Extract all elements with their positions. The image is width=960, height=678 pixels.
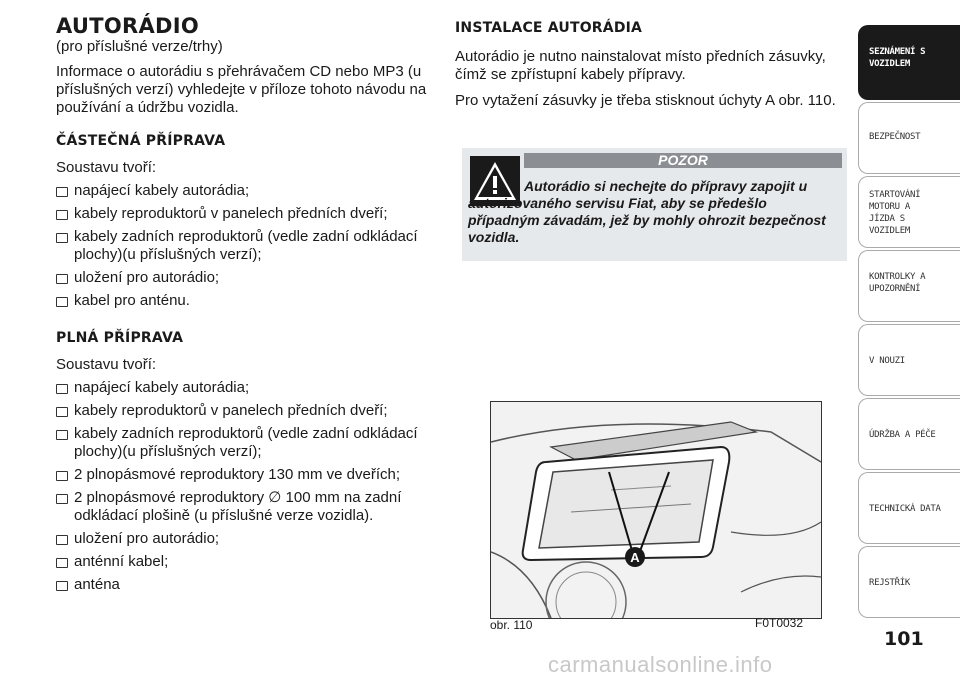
warning-box — [462, 148, 847, 261]
install-paragraph-2: Pro vytažení zásuvky je třeba stisknout úchyty A obr. 110. — [455, 92, 836, 109]
left-column — [56, 14, 441, 599]
list-item: kabely zadních reproduktorů (vedle zadní odkládací plochy)(u příslušných verzí); — [56, 228, 441, 264]
warning-text: Autorádio si nechejte do přípravy zapojit u autorizovaného servisu Fiat, aby se předešlo případným závadám, jež by mohly ohrozit bezpečnost vozidla. — [468, 178, 826, 245]
tab-v-nouzi[interactable]: V NOUZI — [858, 324, 960, 396]
figure-code: F0T0032 — [755, 616, 804, 630]
list-item: kabely zadních reproduktorů (vedle zadní odkládací plochy)(u příslušných verzí); — [56, 425, 441, 461]
list-item: napájecí kabely autorádia; — [56, 182, 441, 200]
list-item: anténa — [56, 576, 441, 594]
list-item: napájecí kabely autorádia; — [56, 379, 441, 397]
figure-radio-slot — [490, 401, 822, 619]
install-paragraph-1: Autorádio je nutno nainstalovat místo předních zásuvky, čímž se zpřístupní kabely přípravy. — [455, 48, 826, 83]
dashboard-illustration — [491, 402, 821, 618]
partial-prep-list — [56, 182, 441, 310]
list-item: uložení pro autorádio; — [56, 269, 441, 287]
full-prep-list — [56, 379, 441, 594]
section-lead: Soustavu tvoří: — [56, 159, 157, 176]
list-item: 2 plnopásmové reproduktory 130 mm ve dveřích; — [56, 466, 441, 484]
checkbox-bullet-icon — [56, 494, 68, 504]
page-title: AUTORÁDIO — [56, 14, 200, 38]
intro-paragraph: Informace o autorádiu s přehrávačem CD nebo MP3 (u příslušných verzí) vyhledejte v příloze tohoto návodu na používání a údržbu vozidla. — [56, 63, 427, 116]
section-heading-install: INSTALACE AUTORÁDIA — [455, 20, 643, 36]
checkbox-bullet-icon — [56, 471, 68, 481]
list-item: 2 plnopásmové reproduktory ∅ 100 mm na zadní odkládací plošině (u příslušné verze vozidla). — [56, 489, 441, 525]
tab-udrzba[interactable]: ÚDRŽBA A PÉČE — [858, 398, 960, 470]
watermark: carmanualsonline.info — [548, 652, 773, 677]
page-subtitle: (pro příslušné verze/trhy) — [56, 38, 223, 55]
tab-kontrolky[interactable]: KONTROLKY A UPOZORNĚNÍ — [858, 250, 960, 322]
warning-label: POZOR — [524, 153, 842, 168]
page-number: 101 — [884, 628, 924, 650]
checkbox-bullet-icon — [56, 430, 68, 440]
checkbox-bullet-icon — [56, 233, 68, 243]
checkbox-bullet-icon — [56, 407, 68, 417]
list-item: kabely reproduktorů v panelech předních dveří; — [56, 402, 441, 420]
checkbox-bullet-icon — [56, 581, 68, 591]
right-column — [455, 14, 845, 118]
section-heading-partial: ČÁSTEČNÁ PŘÍPRAVA — [56, 133, 226, 149]
list-item: kabely reproduktorů v panelech předních dveří; — [56, 205, 441, 223]
tab-bezpecnost[interactable]: BEZPEČNOST — [858, 102, 960, 174]
checkbox-bullet-icon — [56, 535, 68, 545]
list-item: kabel pro anténu. — [56, 292, 441, 310]
checkbox-bullet-icon — [56, 274, 68, 284]
list-item: uložení pro autorádio; — [56, 530, 441, 548]
figure-label: obr. 110 — [490, 618, 533, 632]
checkbox-bullet-icon — [56, 384, 68, 394]
checkbox-bullet-icon — [56, 558, 68, 568]
chapter-tabs — [858, 0, 960, 678]
checkbox-bullet-icon — [56, 210, 68, 220]
tab-seznameni[interactable]: SEZNÁMENÍ S VOZIDLEM — [858, 25, 960, 100]
callout-label: A — [630, 550, 640, 565]
tab-rejstrik[interactable]: REJSTŘÍK — [858, 546, 960, 618]
checkbox-bullet-icon — [56, 297, 68, 307]
tab-startovani[interactable]: STARTOVÁNÍ MOTORU A JÍZDA S VOZIDLEM — [858, 176, 960, 248]
list-item: anténní kabel; — [56, 553, 441, 571]
section-heading-full: PLNÁ PŘÍPRAVA — [56, 330, 184, 346]
checkbox-bullet-icon — [56, 187, 68, 197]
tab-technicka-data[interactable]: TECHNICKÁ DATA — [858, 472, 960, 544]
section-lead: Soustavu tvoří: — [56, 356, 157, 373]
